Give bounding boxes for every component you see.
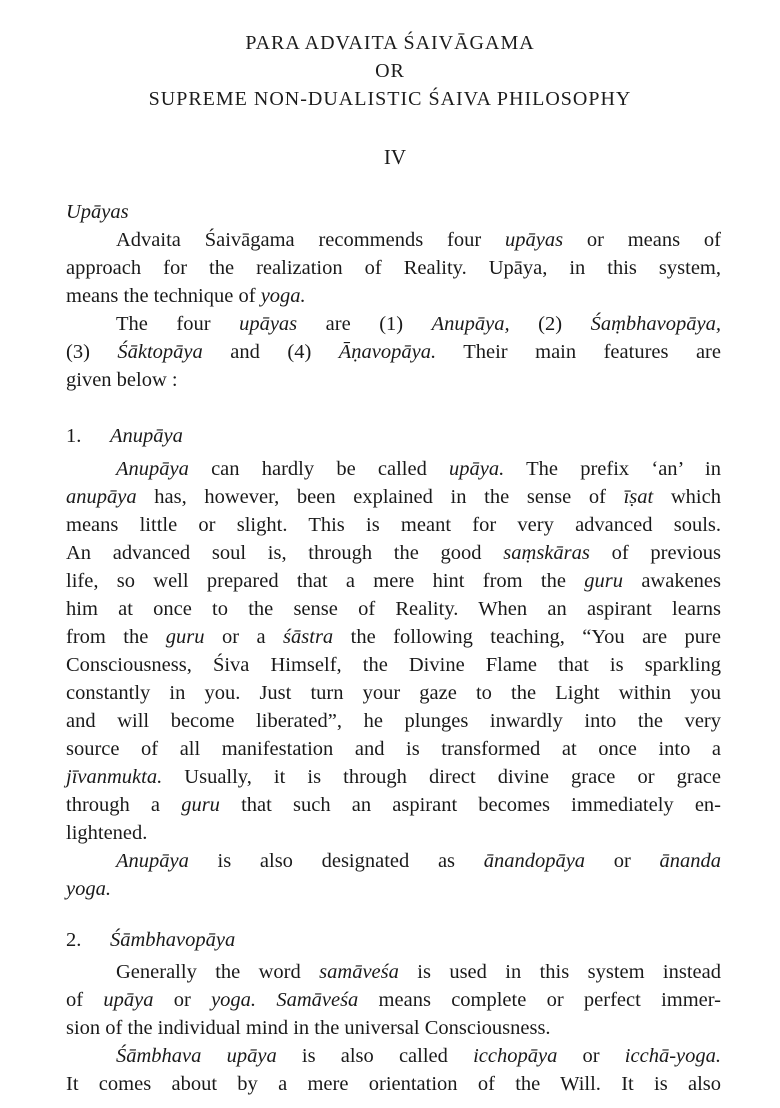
paragraph-line: source of all manifestation and is transformed at once into a bbox=[66, 738, 721, 760]
section-heading-anupaya: 1. Anupāya bbox=[66, 425, 183, 447]
paragraph-line: him at once to the sense of Reality. When an aspirant learns bbox=[66, 598, 721, 620]
paragraph-line: anupāya has, however, been explained in the sense of īṣat which bbox=[66, 486, 721, 508]
paragraph-line: The four upāyas are (1) Anupāya, (2) Śaṃbhavopāya, bbox=[116, 313, 721, 335]
paragraph-line: of upāya or yoga. Samāveśa means complete or perfect immer- bbox=[66, 989, 722, 1011]
paragraph-line: Advaita Śaivāgama recommends four upāyas or means of bbox=[116, 229, 721, 251]
paragraph-line: Anupāya can hardly be called upāya. The prefix ‘an’ in bbox=[116, 458, 722, 480]
paragraph-line: means little or slight. This is meant for very advanced souls. bbox=[66, 514, 721, 536]
paragraph-line: from the guru or a śāstra the following teaching, “You are pure bbox=[66, 626, 721, 648]
paragraph-line: Consciousness, Śiva Himself, the Divine Flame that is sparkling bbox=[66, 654, 721, 676]
paragraph-line: and will become liberated”, he plunges inwardly into the very bbox=[66, 710, 721, 732]
paragraph-line: sion of the individual mind in the universal Consciousness. bbox=[66, 1017, 551, 1039]
paragraph-line: means the technique of yoga. bbox=[66, 285, 306, 307]
paragraph-line: jīvanmukta. Usually, it is through direct divine grace or grace bbox=[66, 766, 721, 788]
title-line-1: PARA ADVAITA ŚAIVĀGAMA bbox=[245, 32, 535, 54]
paragraph-line: An advanced soul is, through the good saṃskāras of previous bbox=[66, 542, 721, 564]
paragraph-line: constantly in you. Just turn your gaze to the Light within you bbox=[66, 682, 721, 704]
paragraph-line: (3) Śāktopāya and (4) Āṇavopāya. Their main features are bbox=[66, 341, 721, 363]
section-heading-sambhavopaya: 2. Śāmbhavopāya bbox=[66, 929, 236, 951]
chapter-number: IV bbox=[383, 145, 407, 169]
paragraph-line: yoga. bbox=[66, 878, 111, 900]
title-line-2: OR bbox=[375, 60, 405, 82]
paragraph-line: approach for the realization of Reality. Upāya, in this system, bbox=[66, 257, 721, 279]
paragraph-line: through a guru that such an aspirant becomes immediately en- bbox=[66, 794, 721, 816]
paragraph-line: given below : bbox=[66, 369, 178, 391]
paragraph-line: lightened. bbox=[66, 822, 148, 844]
paragraph-line: life, so well prepared that a mere hint from the guru awakenes bbox=[66, 570, 721, 592]
section-heading-upayas: Upāyas bbox=[66, 201, 129, 223]
paragraph-line: Anupāya is also designated as ānandopāya or ānanda bbox=[116, 850, 721, 872]
title-line-3: SUPREME NON-DUALISTIC ŚAIVA PHILOSOPHY bbox=[148, 88, 632, 110]
paragraph-line: Śāmbhava upāya is also called icchopāya or icchā-yoga. bbox=[116, 1045, 721, 1067]
paragraph-line: Generally the word samāveśa is used in this system instead bbox=[116, 961, 722, 983]
paragraph-line: It comes about by a mere orientation of the Will. It is also bbox=[66, 1073, 721, 1095]
